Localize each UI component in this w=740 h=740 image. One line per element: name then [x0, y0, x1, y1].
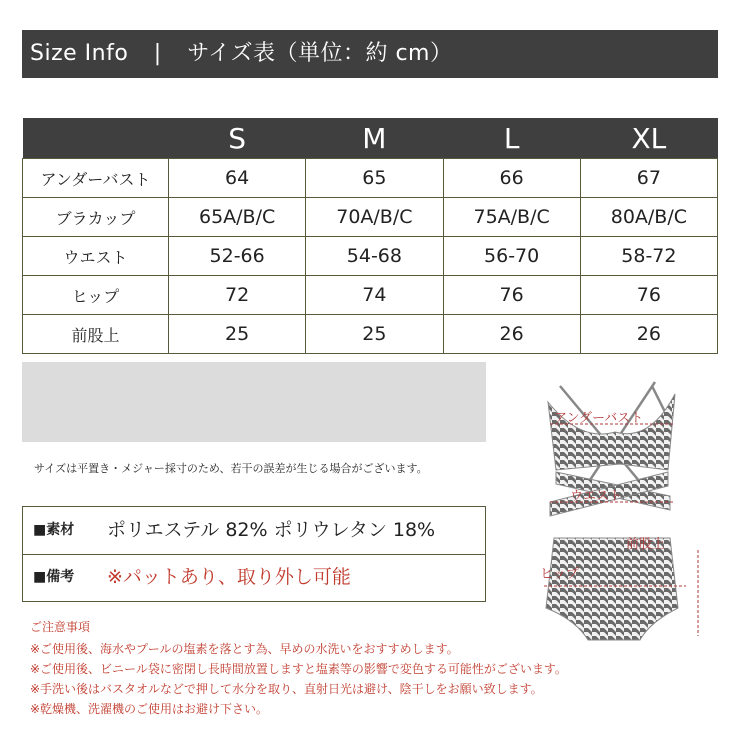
row-label: ウエスト — [23, 237, 169, 276]
size-header-m: M — [306, 118, 443, 159]
bra-top — [548, 394, 675, 470]
table-cell: 76 — [443, 276, 580, 315]
table-cell: 74 — [306, 276, 443, 315]
gray-panel — [22, 362, 486, 442]
caution-title: ご注意事項 — [30, 620, 91, 634]
row-label: 前股上 — [23, 315, 169, 354]
size-header-xl: XL — [580, 118, 717, 159]
product-info-box — [22, 506, 486, 602]
table-cell: 25 — [169, 315, 306, 354]
row-label: アンダーバスト — [23, 159, 169, 198]
bikini-measurement-diagram — [520, 372, 720, 672]
table-row — [23, 159, 718, 198]
table-row — [23, 237, 718, 276]
table-cell: 66 — [443, 159, 580, 198]
caution-item: ※ご使用後、海水やプールの塩素を落とす為、早めの水洗いをおすすめします。 — [30, 642, 459, 656]
table-cell: 65 — [306, 159, 443, 198]
table-cell: 76 — [580, 276, 717, 315]
table-cell: 54-68 — [306, 237, 443, 276]
table-cell: 80A/B/C — [580, 198, 717, 237]
row-label: ブラカップ — [23, 198, 169, 237]
table-cell: 65A/B/C — [169, 198, 306, 237]
size-info-header — [22, 30, 718, 78]
table-row — [23, 315, 718, 354]
material-row — [23, 507, 485, 555]
material-value: ポリエステル 82% ポリウレタン 18% — [107, 519, 436, 541]
caution-item: ※ご使用後、ビニール袋に密閉し長時間放置しますと塩素等の影響で変色する可能性がございます。 — [30, 662, 567, 676]
header-separator: | — [153, 41, 162, 66]
table-cell: 70A/B/C — [306, 198, 443, 237]
underbust-label: アンダーバスト — [554, 411, 644, 426]
size-header-s: S — [169, 118, 306, 159]
size-header-l: L — [443, 118, 580, 159]
table-cell: 72 — [169, 276, 306, 315]
table-cell: 67 — [580, 159, 717, 198]
caution-item: ※手洗い後はバスタオルなどで押して水分を取り、直射日光は避け、陰干しをお願い致します。 — [30, 682, 543, 696]
header-title: Size Info — [30, 41, 129, 66]
caution-item: ※乾燥機、洗濯機のご使用はお避け下さい。 — [30, 702, 269, 716]
table-row — [23, 276, 718, 315]
remarks-label: ■備考 — [33, 569, 75, 585]
table-row — [23, 198, 718, 237]
rise-label: 前股上 — [626, 537, 666, 552]
bikini-bottom — [546, 538, 678, 640]
size-header-row — [23, 118, 718, 159]
table-cell: 52-66 — [169, 237, 306, 276]
remarks-row — [23, 554, 485, 601]
row-label: ヒップ — [23, 276, 169, 315]
material-label: ■素材 — [33, 522, 75, 538]
table-cell: 64 — [169, 159, 306, 198]
waist-label: ウエスト — [570, 489, 623, 504]
table-cell: 75A/B/C — [443, 198, 580, 237]
remarks-value: ※パットあり、取り外し可能 — [107, 566, 351, 588]
hip-label: ヒップ — [540, 567, 579, 582]
measurement-note: サイズは平置き・メジャー採寸のため、若干の誤差が生じる場合がございます。 — [34, 462, 428, 475]
header-subtitle: サイズ表（単位：約 cm） — [187, 41, 453, 66]
size-table — [22, 118, 718, 354]
table-cell: 56-70 — [443, 237, 580, 276]
table-cell: 26 — [443, 315, 580, 354]
table-cell: 25 — [306, 315, 443, 354]
table-cell: 26 — [580, 315, 717, 354]
table-cell: 58-72 — [580, 237, 717, 276]
size-header-blank — [23, 118, 169, 159]
